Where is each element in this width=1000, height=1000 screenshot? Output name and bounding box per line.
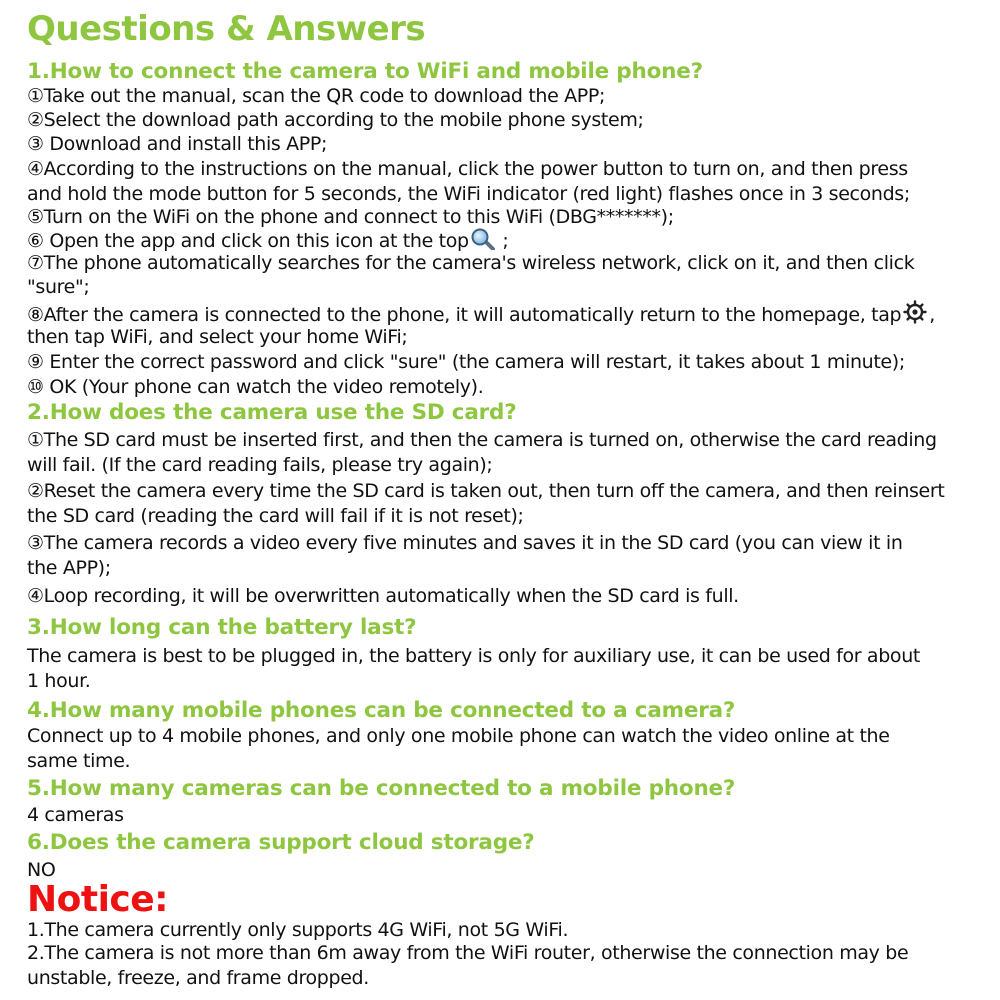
q1-step-8-line-2: then tap WiFi, and select your home WiFi; [27,326,408,348]
q1-step-4-line-2: and hold the mode button for 5 seconds, the WiFi indicator (red light) flashes once in 3 seconds; [27,183,910,205]
q2-item-1-line-1: ①The SD card must be inserted first, and then the camera is turned on, otherwise the card reading [27,429,937,451]
q2-heading: 2.How does the camera use the SD card? [27,400,517,425]
q2-item-3-line-1: ③The camera records a video every five minutes and saves it in the SD card (you can view it in [27,532,903,554]
q1-step-7-line-2: "sure"; [27,276,90,298]
q1-step-8-end: , [929,304,935,326]
q1-step-6-text: ⑥ Open the app and click on this icon at the top [27,230,469,252]
notice-item-1: 1.The camera currently only supports 4G WiFi, not 5G WiFi. [27,919,569,941]
notice-item-2-line-2: unstable, freeze, and frame dropped. [27,967,369,989]
q1-step-1: ①Take out the manual, scan the QR code to download the APP; [27,85,606,107]
q3-answer-line-1: The camera is best to be plugged in, the battery is only for auxiliary use, it can be used for about [27,645,920,667]
q2-item-2-line-1: ②Reset the camera every time the SD card is taken out, then turn off the camera, and then reinsert [27,480,945,502]
q1-step-5: ⑤Turn on the WiFi on the phone and connect to this WiFi (DBG*******); [27,206,674,228]
q5-heading: 5.How many cameras can be connected to a mobile phone? [27,776,736,801]
q1-step-3: ③ Download and install this APP; [27,133,328,155]
q1-step-2: ②Select the download path according to the mobile phone system; [27,109,644,131]
notice-item-2-line-1: 2.The camera is not more than 6m away from the WiFi router, otherwise the connection may be [27,942,909,964]
q6-heading: 6.Does the camera support cloud storage? [27,830,535,855]
q1-step-7-line-1: ⑦The phone automatically searches for the camera's wireless network, click on it, and then click [27,252,915,274]
q4-answer-line-2: same time. [27,750,131,772]
page-title: Questions & Answers [27,9,426,49]
q6-answer: NO [27,859,56,881]
settings-icon [903,300,927,330]
q4-heading: 4.How many mobile phones can be connected to a camera? [27,698,736,723]
q1-step-6-end: ; [496,230,509,252]
q1-step-10: ⑩ OK (Your phone can watch the video remotely). [27,376,484,398]
q2-item-3-line-2: the APP); [27,557,111,579]
q3-answer-line-2: 1 hour. [27,670,91,692]
q2-item-1-line-2: will fail. (If the card reading fails, please try again); [27,454,493,476]
q1-step-8-text: ⑧After the camera is connected to the phone, it will automatically return to the homepage, tap [27,304,902,326]
q2-item-2-line-2: the SD card (reading the card will fail if it is not reset); [27,505,524,527]
q5-answer: 4 cameras [27,804,124,826]
q2-item-4: ④Loop recording, it will be overwritten automatically when the SD card is full. [27,585,739,607]
q1-step-4-line-1: ④According to the instructions on the manual, click the power button to turn on, and then press [27,158,908,180]
q4-answer-line-1: Connect up to 4 mobile phones, and only one mobile phone can watch the video online at the [27,725,890,747]
notice-heading: Notice: [27,879,169,920]
q1-step-9: ⑨ Enter the correct password and click "sure" (the camera will restart, it takes about 1 minute); [27,351,905,373]
q3-heading: 3.How long can the battery last? [27,615,417,640]
q1-heading: 1.How to connect the camera to WiFi and mobile phone? [27,59,703,84]
